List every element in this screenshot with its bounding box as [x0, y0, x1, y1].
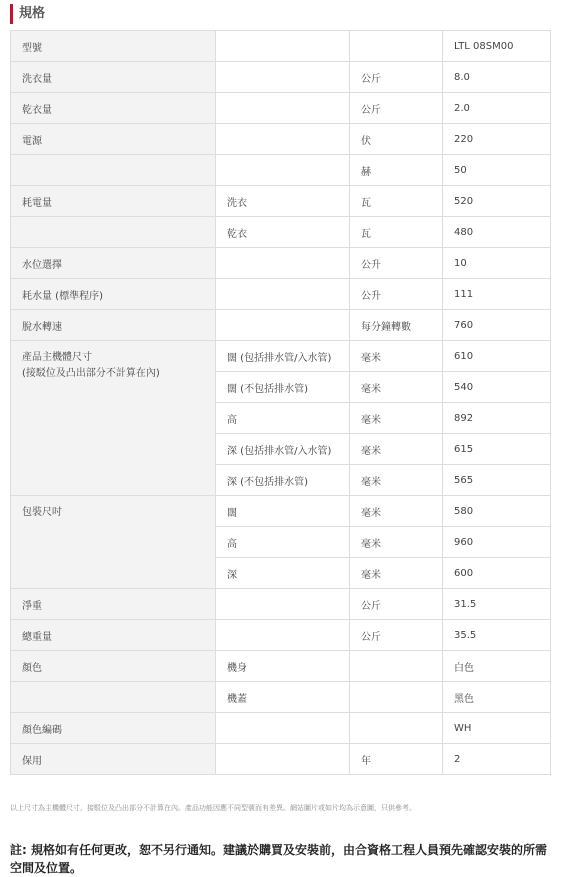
spec-unit: 毫米 — [350, 372, 443, 403]
table-row — [11, 310, 551, 341]
spec-unit: 赫 — [350, 155, 443, 186]
spec-unit: 公升 — [350, 279, 443, 310]
disclaimer-note: 註: 規格如有任何更改，恕不另行通知。建議於購買及安裝前，由合資格工程人員預先確認安裝的所需空間及位置。 — [10, 843, 547, 875]
spec-label: 淨重 — [11, 589, 216, 620]
spec-unit — [350, 651, 443, 682]
spec-value: 220 — [443, 124, 551, 155]
spec-unit: 毫米 — [350, 341, 443, 372]
spec-sublabel — [216, 124, 350, 155]
spec-sublabel: 闊 (包括排水管/入水管) — [216, 341, 350, 372]
table-row — [11, 31, 551, 62]
table-row — [11, 93, 551, 124]
table-row — [11, 341, 551, 372]
spec-sublabel — [216, 620, 350, 651]
spec-unit: 毫米 — [350, 527, 443, 558]
spec-label — [11, 155, 216, 186]
spec-sublabel: 乾衣 — [216, 217, 350, 248]
spec-sublabel — [216, 310, 350, 341]
spec-label: 總重量 — [11, 620, 216, 651]
spec-sublabel: 闊 — [216, 496, 350, 527]
footnote: 以上尺寸為主機體尺寸，接駁位及凸出部分不計算在內。產品功能因應不同型號而有差異。網站圖片或如片均為示意圖，只供參考。 — [10, 804, 416, 812]
table-row — [11, 217, 551, 248]
spec-unit: 毫米 — [350, 496, 443, 527]
spec-label: 耗電量 — [11, 186, 216, 217]
spec-label: 顏色 — [11, 651, 216, 682]
spec-sublabel — [216, 93, 350, 124]
spec-label: 保用 — [11, 744, 216, 775]
spec-value: 610 — [443, 341, 551, 372]
spec-sublabel: 高 — [216, 403, 350, 434]
spec-unit: 公斤 — [350, 93, 443, 124]
table-row — [11, 186, 551, 217]
spec-sublabel: 機身 — [216, 651, 350, 682]
spec-value: 50 — [443, 155, 551, 186]
spec-sublabel: 深 (包括排水管/入水管) — [216, 434, 350, 465]
spec-value: 540 — [443, 372, 551, 403]
spec-value: 892 — [443, 403, 551, 434]
spec-value: LTL 08SM00 — [443, 31, 551, 62]
spec-unit: 公斤 — [350, 62, 443, 93]
table-row — [11, 620, 551, 651]
spec-sublabel: 洗衣 — [216, 186, 350, 217]
spec-value: 580 — [443, 496, 551, 527]
section-title: 規格 — [10, 4, 45, 24]
table-row — [11, 124, 551, 155]
spec-unit: 瓦 — [350, 217, 443, 248]
spec-unit: 公斤 — [350, 589, 443, 620]
spec-value: 960 — [443, 527, 551, 558]
spec-sublabel — [216, 744, 350, 775]
spec-sublabel: 深 — [216, 558, 350, 589]
spec-unit — [350, 682, 443, 713]
table-row — [11, 713, 551, 744]
spec-value: 10 — [443, 248, 551, 279]
spec-value: 760 — [443, 310, 551, 341]
table-row — [11, 496, 551, 527]
spec-label: 乾衣量 — [11, 93, 216, 124]
spec-value: 白色 — [443, 651, 551, 682]
spec-sublabel: 深 (不包括排水管) — [216, 465, 350, 496]
spec-value: 8.0 — [443, 62, 551, 93]
spec-sublabel: 機蓋 — [216, 682, 350, 713]
spec-value: 520 — [443, 186, 551, 217]
spec-unit: 公斤 — [350, 620, 443, 651]
spec-label: 顏色編碼 — [11, 713, 216, 744]
spec-unit: 年 — [350, 744, 443, 775]
spec-unit — [350, 713, 443, 744]
spec-sublabel: 闊 (不包括排水管) — [216, 372, 350, 403]
spec-label: 洗衣量 — [11, 62, 216, 93]
spec-sublabel — [216, 713, 350, 744]
spec-label: 產品主機體尺寸 (接駁位及凸出部分不計算在內) — [11, 341, 216, 496]
spec-label — [11, 217, 216, 248]
table-row — [11, 589, 551, 620]
spec-value: WH — [443, 713, 551, 744]
table-row — [11, 155, 551, 186]
spec-unit: 毫米 — [350, 558, 443, 589]
spec-value: 111 — [443, 279, 551, 310]
spec-table — [10, 30, 551, 775]
table-row — [11, 651, 551, 682]
spec-label: 型號 — [11, 31, 216, 62]
spec-value: 31.5 — [443, 589, 551, 620]
spec-value: 2 — [443, 744, 551, 775]
spec-unit: 毫米 — [350, 434, 443, 465]
table-row — [11, 682, 551, 713]
table-row — [11, 279, 551, 310]
spec-value: 480 — [443, 217, 551, 248]
spec-unit: 公升 — [350, 248, 443, 279]
spec-label: 耗水量 (標準程序) — [11, 279, 216, 310]
table-row — [11, 744, 551, 775]
spec-sublabel — [216, 31, 350, 62]
spec-unit — [350, 31, 443, 62]
spec-label: 脫水轉速 — [11, 310, 216, 341]
spec-label: 包裝尺吋 — [11, 496, 216, 589]
spec-value: 黑色 — [443, 682, 551, 713]
spec-sublabel — [216, 589, 350, 620]
spec-unit: 毫米 — [350, 403, 443, 434]
spec-label: 電源 — [11, 124, 216, 155]
spec-label: 水位選擇 — [11, 248, 216, 279]
spec-sublabel — [216, 62, 350, 93]
spec-sublabel — [216, 279, 350, 310]
spec-sublabel — [216, 155, 350, 186]
spec-unit: 毫米 — [350, 465, 443, 496]
table-row — [11, 62, 551, 93]
spec-value: 2.0 — [443, 93, 551, 124]
spec-unit: 伏 — [350, 124, 443, 155]
spec-value: 565 — [443, 465, 551, 496]
spec-label — [11, 682, 216, 713]
spec-value: 600 — [443, 558, 551, 589]
spec-value: 615 — [443, 434, 551, 465]
spec-sublabel: 高 — [216, 527, 350, 558]
spec-sublabel — [216, 248, 350, 279]
spec-unit: 每分鐘轉數 — [350, 310, 443, 341]
spec-unit: 瓦 — [350, 186, 443, 217]
table-row — [11, 248, 551, 279]
spec-value: 35.5 — [443, 620, 551, 651]
